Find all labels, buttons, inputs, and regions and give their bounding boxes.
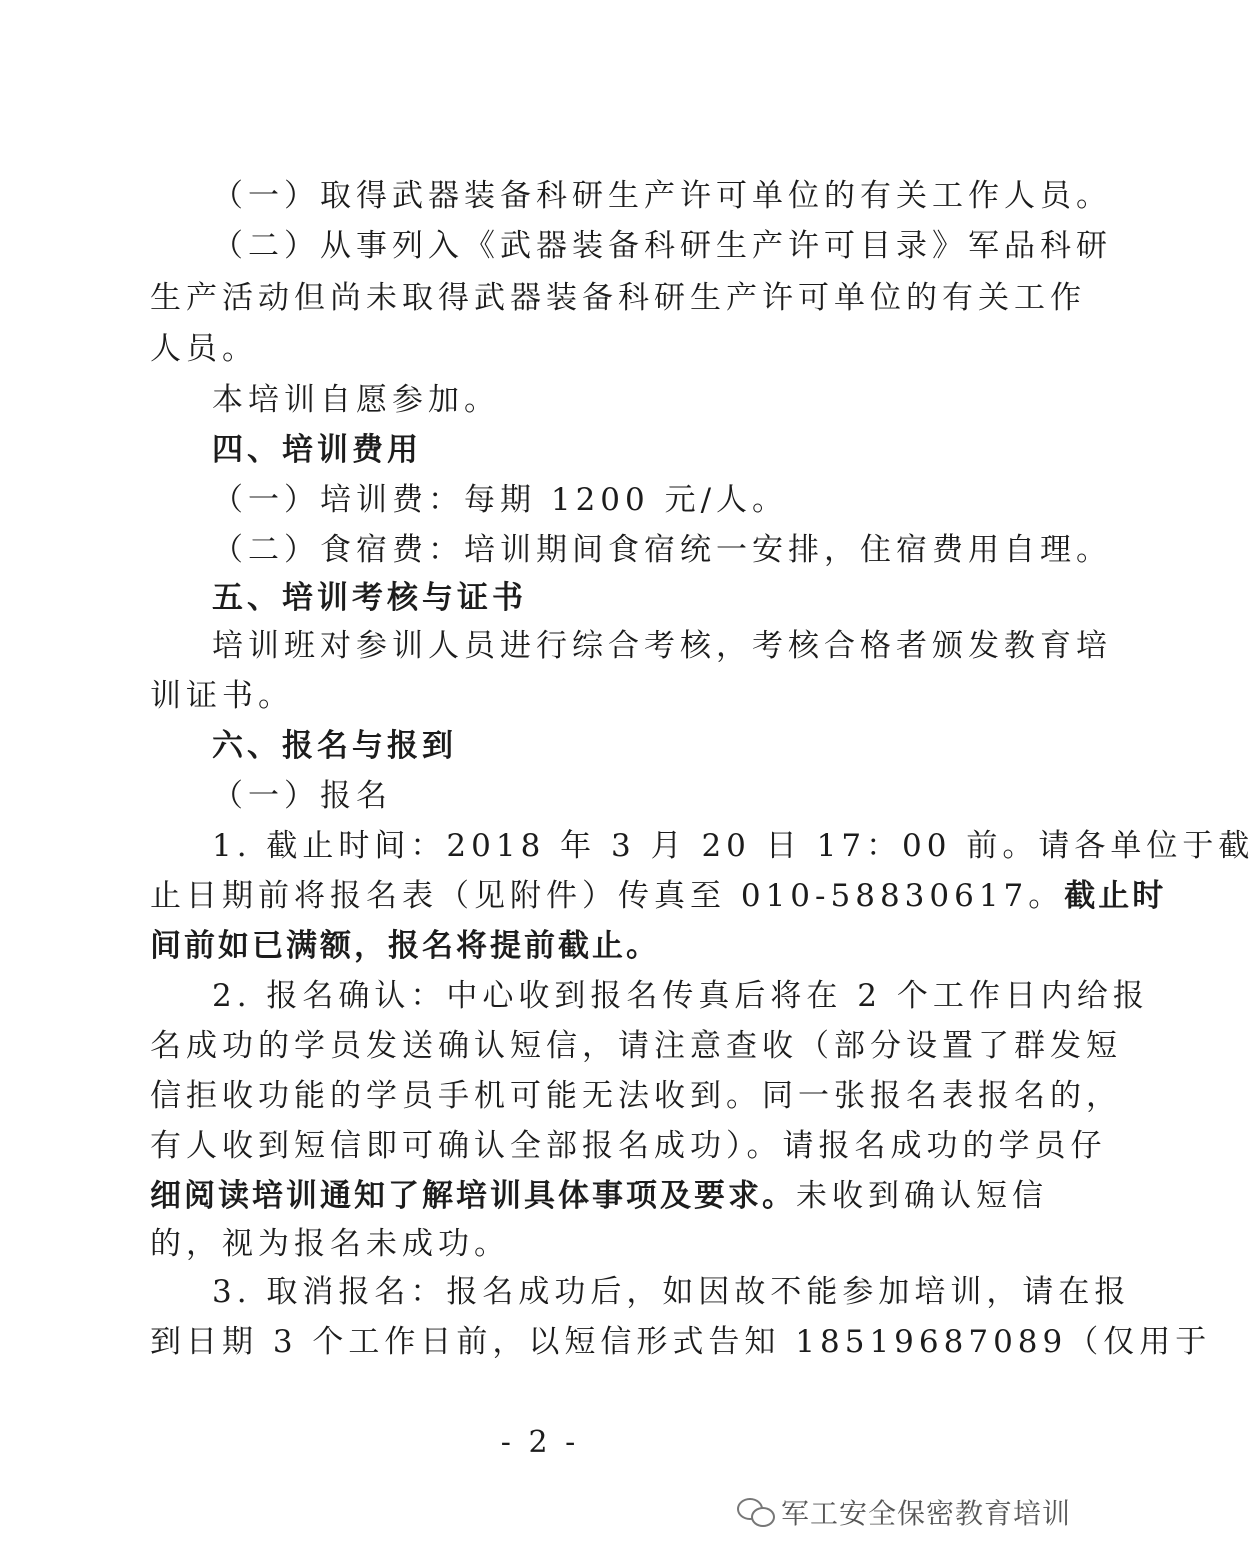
text-line: （二）从事列入《武器装备科研生产许可目录》军品科研 bbox=[212, 228, 1112, 264]
text-line: 到日期 3 个工作日前，以短信形式告知 18519687089（仅用于 bbox=[150, 1324, 1212, 1360]
section-heading: 四、培训费用 bbox=[212, 432, 422, 468]
watermark-text: 军工安全保密教育培训 bbox=[781, 1497, 1072, 1530]
bold-text: 截止时 bbox=[1064, 878, 1167, 914]
wechat-icon bbox=[735, 1495, 775, 1529]
bold-text-line: 间前如已满额，报名将提前截止。 bbox=[150, 928, 660, 964]
bold-text: 细阅读培训通知了解培训具体事项及要求。 bbox=[150, 1178, 796, 1214]
text-line: 本培训自愿参加。 bbox=[212, 382, 500, 418]
text-line: （一）报名 bbox=[212, 778, 392, 814]
text-line: （一）取得武器装备科研生产许可单位的有关工作人员。 bbox=[212, 178, 1112, 214]
section-heading: 五、培训考核与证书 bbox=[212, 580, 527, 616]
text-line: （一）培训费：每期 1200 元/人。 bbox=[212, 482, 789, 518]
text-line: 名成功的学员发送确认短信，请注意查收（部分设置了群发短 bbox=[150, 1028, 1122, 1064]
watermark bbox=[735, 1492, 1071, 1532]
text-line: 有人收到短信即可确认全部报名成功）。请报名成功的学员仔 bbox=[150, 1128, 1107, 1164]
text-line: 的，视为报名未成功。 bbox=[150, 1226, 510, 1262]
text-line: 3. 取消报名：报名成功后，如因故不能参加培训，请在报 bbox=[212, 1274, 1131, 1310]
text-line: 生产活动但尚未取得武器装备科研生产许可单位的有关工作 bbox=[150, 280, 1086, 316]
text-span: 未收到确认短信 bbox=[796, 1178, 1048, 1214]
text-line: 1. 截止时间：2018 年 3 月 20 日 17：00 前。请各单位于截 bbox=[212, 828, 1254, 864]
text-line: 培训班对参训人员进行综合考核，考核合格者颁发教育培 bbox=[212, 628, 1112, 664]
text-line: （二）食宿费：培训期间食宿统一安排，住宿费用自理。 bbox=[212, 532, 1112, 568]
text-line: 2. 报名确认：中心收到报名传真后将在 2 个工作日内给报 bbox=[212, 978, 1149, 1014]
text-line: 训证书。 bbox=[150, 678, 294, 714]
page-number: - 2 - bbox=[500, 1425, 580, 1460]
text-line: 信拒收功能的学员手机可能无法收到。同一张报名表报名的， bbox=[150, 1078, 1122, 1114]
section-heading: 六、报名与报到 bbox=[212, 728, 457, 764]
text-line: 人员。 bbox=[150, 331, 258, 367]
text-line bbox=[150, 870, 1167, 922]
text-line bbox=[150, 1170, 1048, 1222]
text-span: 止日期前将报名表（见附件）传真至 010-58830617。 bbox=[150, 878, 1065, 914]
